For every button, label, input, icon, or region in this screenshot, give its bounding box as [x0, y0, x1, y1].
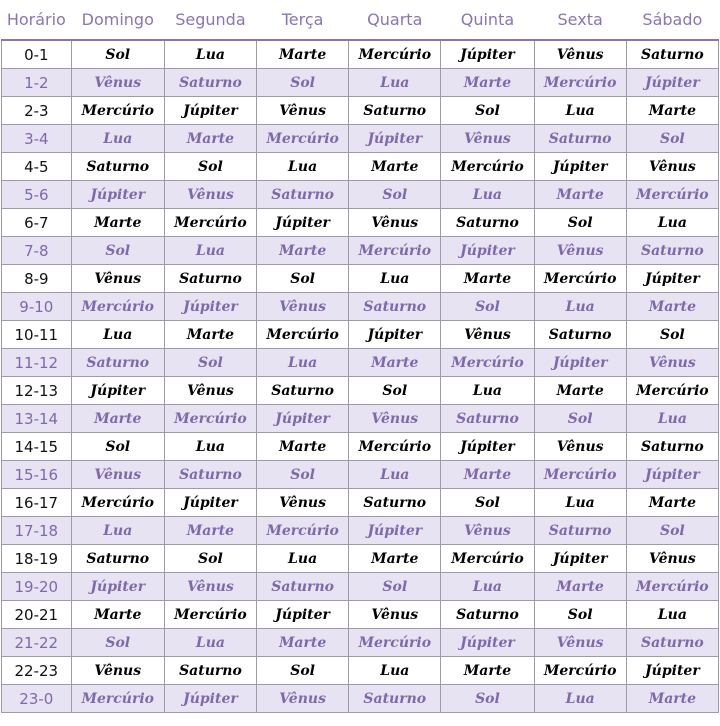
planet-cell-quinta: Vênus — [441, 125, 534, 153]
planet-cell-quarta: Saturno — [349, 489, 441, 517]
planet-cell-domingo: Vênus — [71, 657, 164, 685]
planet-cell-quarta: Mercúrio — [349, 629, 441, 657]
planet-cell-quarta: Mercúrio — [349, 237, 441, 265]
planet-cell-sabado: Vênus — [626, 349, 718, 377]
planet-cell-segunda: Mercúrio — [164, 209, 256, 237]
planet-cell-sabado: Saturno — [626, 40, 718, 69]
header-row — [2, 0, 719, 40]
planet-cell-segunda: Mercúrio — [164, 405, 256, 433]
planet-cell-domingo: Saturno — [71, 349, 164, 377]
planet-cell-sabado: Saturno — [626, 433, 718, 461]
hour-cell: 23-0 — [2, 685, 72, 713]
table-row — [2, 349, 719, 377]
planet-cell-sexta: Marte — [534, 181, 626, 209]
planet-cell-segunda: Júpiter — [164, 293, 256, 321]
planet-cell-quarta: Marte — [349, 153, 441, 181]
hour-cell: 6-7 — [2, 209, 72, 237]
planet-cell-quarta: Vênus — [349, 209, 441, 237]
planet-cell-sabado: Lua — [626, 601, 718, 629]
planet-cell-domingo: Vênus — [71, 461, 164, 489]
hour-cell: 4-5 — [2, 153, 72, 181]
hour-cell: 10-11 — [2, 321, 72, 349]
table-row — [2, 461, 719, 489]
planet-cell-quarta: Júpiter — [349, 125, 441, 153]
planet-cell-segunda: Lua — [164, 433, 256, 461]
planet-cell-quinta: Sol — [441, 685, 534, 713]
planet-cell-domingo: Júpiter — [71, 181, 164, 209]
planet-cell-terca: Sol — [257, 265, 349, 293]
planet-cell-domingo: Mercúrio — [71, 489, 164, 517]
planet-cell-terca: Saturno — [257, 377, 349, 405]
planet-cell-quinta: Saturno — [441, 209, 534, 237]
planet-cell-terca: Marte — [257, 629, 349, 657]
planet-cell-terca: Lua — [257, 349, 349, 377]
column-header-sabado: Sábado — [626, 0, 718, 40]
hour-cell: 15-16 — [2, 461, 72, 489]
planet-cell-sabado: Vênus — [626, 545, 718, 573]
column-header-segunda: Segunda — [164, 0, 256, 40]
planet-cell-sexta: Sol — [534, 601, 626, 629]
planet-cell-quarta: Vênus — [349, 601, 441, 629]
planet-cell-quarta: Lua — [349, 461, 441, 489]
hour-cell: 20-21 — [2, 601, 72, 629]
planet-cell-quinta: Lua — [441, 377, 534, 405]
column-header-quinta: Quinta — [441, 0, 534, 40]
hour-cell: 2-3 — [2, 97, 72, 125]
planet-cell-quarta: Lua — [349, 657, 441, 685]
planet-cell-segunda: Marte — [164, 321, 256, 349]
planet-cell-segunda: Lua — [164, 237, 256, 265]
table-row — [2, 545, 719, 573]
hour-cell: 11-12 — [2, 349, 72, 377]
column-header-quarta: Quarta — [349, 0, 441, 40]
planet-cell-sexta: Júpiter — [534, 545, 626, 573]
planet-cell-domingo: Lua — [71, 517, 164, 545]
planet-cell-segunda: Júpiter — [164, 685, 256, 713]
planet-cell-domingo: Saturno — [71, 545, 164, 573]
planet-cell-segunda: Lua — [164, 40, 256, 69]
hour-cell: 14-15 — [2, 433, 72, 461]
planet-cell-terca: Lua — [257, 545, 349, 573]
planet-cell-domingo: Vênus — [71, 265, 164, 293]
planet-cell-quinta: Sol — [441, 489, 534, 517]
planet-cell-segunda: Lua — [164, 629, 256, 657]
planet-cell-segunda: Saturno — [164, 69, 256, 97]
planet-cell-domingo: Marte — [71, 601, 164, 629]
planet-cell-quarta: Mercúrio — [349, 40, 441, 69]
hour-cell: 7-8 — [2, 237, 72, 265]
planet-cell-domingo: Sol — [71, 629, 164, 657]
planet-cell-quinta: Marte — [441, 69, 534, 97]
planet-cell-sabado: Lua — [626, 405, 718, 433]
planet-cell-sexta: Júpiter — [534, 153, 626, 181]
planet-cell-terca: Vênus — [257, 489, 349, 517]
planet-cell-domingo: Mercúrio — [71, 293, 164, 321]
hour-cell: 16-17 — [2, 489, 72, 517]
table-row — [2, 293, 719, 321]
planet-cell-domingo: Júpiter — [71, 377, 164, 405]
planet-cell-sabado: Mercúrio — [626, 573, 718, 601]
planet-cell-terca: Mercúrio — [257, 517, 349, 545]
planet-cell-domingo: Júpiter — [71, 573, 164, 601]
hour-cell: 12-13 — [2, 377, 72, 405]
planet-cell-quarta: Lua — [349, 69, 441, 97]
planet-cell-sabado: Saturno — [626, 237, 718, 265]
planet-cell-terca: Mercúrio — [257, 321, 349, 349]
planet-cell-segunda: Vênus — [164, 573, 256, 601]
planet-cell-domingo: Saturno — [71, 153, 164, 181]
table-row — [2, 40, 719, 69]
table-row — [2, 685, 719, 713]
planet-cell-quinta: Lua — [441, 573, 534, 601]
planet-cell-domingo: Lua — [71, 125, 164, 153]
planet-cell-sabado: Sol — [626, 125, 718, 153]
planet-cell-terca: Saturno — [257, 181, 349, 209]
planet-cell-quarta: Vênus — [349, 405, 441, 433]
column-header-domingo: Domingo — [71, 0, 164, 40]
planet-cell-terca: Júpiter — [257, 405, 349, 433]
hour-cell: 9-10 — [2, 293, 72, 321]
planet-cell-segunda: Vênus — [164, 377, 256, 405]
planet-cell-segunda: Saturno — [164, 265, 256, 293]
hour-cell: 3-4 — [2, 125, 72, 153]
planet-cell-segunda: Marte — [164, 517, 256, 545]
hour-cell: 8-9 — [2, 265, 72, 293]
planet-cell-sexta: Marte — [534, 377, 626, 405]
planet-cell-sexta: Vênus — [534, 629, 626, 657]
planet-cell-domingo: Marte — [71, 405, 164, 433]
planet-cell-sexta: Saturno — [534, 321, 626, 349]
table-row — [2, 433, 719, 461]
planet-cell-quarta: Júpiter — [349, 321, 441, 349]
planet-cell-quarta: Sol — [349, 181, 441, 209]
planet-cell-terca: Marte — [257, 433, 349, 461]
planet-cell-sabado: Mercúrio — [626, 377, 718, 405]
planet-cell-segunda: Sol — [164, 153, 256, 181]
table-row — [2, 657, 719, 685]
table-body — [2, 40, 719, 713]
planet-cell-terca: Sol — [257, 69, 349, 97]
table-row — [2, 489, 719, 517]
table-row — [2, 629, 719, 657]
planet-cell-quarta: Mercúrio — [349, 433, 441, 461]
table-row — [2, 153, 719, 181]
planet-cell-terca: Saturno — [257, 573, 349, 601]
planet-cell-sabado: Saturno — [626, 629, 718, 657]
planet-cell-quarta: Saturno — [349, 685, 441, 713]
planet-cell-sabado: Mercúrio — [626, 181, 718, 209]
planet-cell-sexta: Lua — [534, 97, 626, 125]
planet-cell-sexta: Marte — [534, 573, 626, 601]
planet-cell-sexta: Lua — [534, 489, 626, 517]
planet-cell-sabado: Marte — [626, 489, 718, 517]
planet-cell-segunda: Mercúrio — [164, 601, 256, 629]
planet-cell-domingo: Mercúrio — [71, 97, 164, 125]
planet-cell-domingo: Vênus — [71, 69, 164, 97]
planet-cell-sexta: Mercúrio — [534, 265, 626, 293]
planet-cell-sexta: Mercúrio — [534, 461, 626, 489]
planet-cell-quinta: Júpiter — [441, 40, 534, 69]
planet-cell-segunda: Vênus — [164, 181, 256, 209]
planet-cell-domingo: Marte — [71, 209, 164, 237]
planet-cell-sexta: Júpiter — [534, 349, 626, 377]
hour-cell: 1-2 — [2, 69, 72, 97]
planet-cell-sabado: Júpiter — [626, 461, 718, 489]
planetary-hours-table — [1, 0, 719, 713]
table-row — [2, 209, 719, 237]
column-header-sexta: Sexta — [534, 0, 626, 40]
table-row — [2, 125, 719, 153]
planet-cell-quinta: Júpiter — [441, 237, 534, 265]
planet-cell-quarta: Sol — [349, 573, 441, 601]
planet-cell-quinta: Mercúrio — [441, 153, 534, 181]
planet-cell-terca: Júpiter — [257, 601, 349, 629]
table-row — [2, 573, 719, 601]
table-row — [2, 601, 719, 629]
planet-cell-sabado: Sol — [626, 517, 718, 545]
planet-cell-domingo: Sol — [71, 237, 164, 265]
planet-cell-terca: Marte — [257, 40, 349, 69]
hour-cell: 21-22 — [2, 629, 72, 657]
planet-cell-quinta: Marte — [441, 461, 534, 489]
planet-cell-quinta: Sol — [441, 293, 534, 321]
planet-cell-terca: Mercúrio — [257, 125, 349, 153]
hour-cell: 0-1 — [2, 40, 72, 69]
planet-cell-quarta: Marte — [349, 349, 441, 377]
planet-cell-quinta: Júpiter — [441, 629, 534, 657]
table-row — [2, 321, 719, 349]
planet-cell-sabado: Sol — [626, 321, 718, 349]
planet-cell-sexta: Sol — [534, 209, 626, 237]
planet-cell-sabado: Marte — [626, 685, 718, 713]
planet-cell-quarta: Saturno — [349, 293, 441, 321]
planet-cell-quinta: Lua — [441, 181, 534, 209]
planet-cell-sexta: Sol — [534, 405, 626, 433]
planet-cell-sabado: Júpiter — [626, 69, 718, 97]
table-row — [2, 237, 719, 265]
planet-cell-segunda: Saturno — [164, 657, 256, 685]
column-header-terca: Terça — [257, 0, 349, 40]
planet-cell-sabado: Júpiter — [626, 265, 718, 293]
planet-cell-terca: Vênus — [257, 293, 349, 321]
planet-cell-quinta: Júpiter — [441, 433, 534, 461]
planet-cell-sexta: Vênus — [534, 237, 626, 265]
planet-cell-segunda: Marte — [164, 125, 256, 153]
planet-cell-terca: Lua — [257, 153, 349, 181]
planet-cell-quarta: Saturno — [349, 97, 441, 125]
table-row — [2, 377, 719, 405]
planet-cell-sabado: Vênus — [626, 153, 718, 181]
table-row — [2, 69, 719, 97]
planet-cell-quarta: Lua — [349, 265, 441, 293]
planet-cell-sabado: Marte — [626, 293, 718, 321]
planet-cell-quinta: Marte — [441, 657, 534, 685]
table-row — [2, 405, 719, 433]
planet-cell-quinta: Saturno — [441, 601, 534, 629]
table-row — [2, 97, 719, 125]
hour-cell: 5-6 — [2, 181, 72, 209]
planet-cell-quarta: Marte — [349, 545, 441, 573]
hour-cell: 18-19 — [2, 545, 72, 573]
planet-cell-quinta: Vênus — [441, 517, 534, 545]
planet-cell-terca: Sol — [257, 657, 349, 685]
planet-cell-sexta: Mercúrio — [534, 69, 626, 97]
table-row — [2, 517, 719, 545]
planet-cell-terca: Vênus — [257, 685, 349, 713]
planet-cell-segunda: Sol — [164, 545, 256, 573]
planet-cell-segunda: Júpiter — [164, 489, 256, 517]
planet-cell-sexta: Vênus — [534, 433, 626, 461]
planet-cell-terca: Júpiter — [257, 209, 349, 237]
planet-cell-domingo: Lua — [71, 321, 164, 349]
planet-cell-quarta: Sol — [349, 377, 441, 405]
planet-cell-segunda: Júpiter — [164, 97, 256, 125]
planet-cell-sexta: Saturno — [534, 517, 626, 545]
planet-cell-domingo: Mercúrio — [71, 685, 164, 713]
planet-cell-sabado: Marte — [626, 97, 718, 125]
planet-cell-quinta: Sol — [441, 97, 534, 125]
column-header-hour: Horário — [2, 0, 72, 40]
planet-cell-quinta: Mercúrio — [441, 545, 534, 573]
table-row — [2, 181, 719, 209]
planet-cell-terca: Vênus — [257, 97, 349, 125]
planet-cell-sabado: Júpiter — [626, 657, 718, 685]
planet-cell-sexta: Mercúrio — [534, 657, 626, 685]
table-row — [2, 265, 719, 293]
hour-cell: 17-18 — [2, 517, 72, 545]
planet-cell-quinta: Marte — [441, 265, 534, 293]
planet-cell-quinta: Mercúrio — [441, 349, 534, 377]
planet-cell-quinta: Saturno — [441, 405, 534, 433]
planet-cell-quinta: Vênus — [441, 321, 534, 349]
planet-cell-terca: Sol — [257, 461, 349, 489]
planet-cell-quarta: Júpiter — [349, 517, 441, 545]
planet-cell-sabado: Lua — [626, 209, 718, 237]
hour-cell: 22-23 — [2, 657, 72, 685]
planet-cell-terca: Marte — [257, 237, 349, 265]
hour-cell: 13-14 — [2, 405, 72, 433]
planet-cell-domingo: Sol — [71, 40, 164, 69]
planet-cell-sexta: Saturno — [534, 125, 626, 153]
planet-cell-segunda: Sol — [164, 349, 256, 377]
hour-cell: 19-20 — [2, 573, 72, 601]
planet-cell-sexta: Vênus — [534, 40, 626, 69]
planet-cell-sexta: Lua — [534, 685, 626, 713]
planet-cell-sexta: Lua — [534, 293, 626, 321]
planet-cell-domingo: Sol — [71, 433, 164, 461]
planet-cell-segunda: Saturno — [164, 461, 256, 489]
